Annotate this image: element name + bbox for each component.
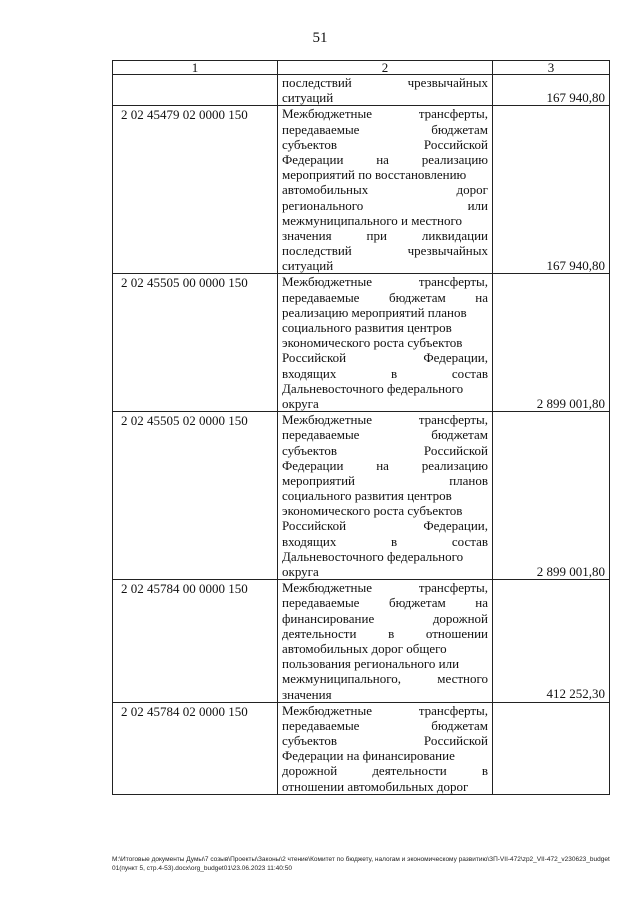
- description-word: реализацию мероприятий планов: [282, 304, 467, 320]
- description-line: [282, 182, 488, 197]
- description-word: входящих: [282, 533, 337, 549]
- description-line: [282, 656, 488, 671]
- description-line: [282, 718, 488, 733]
- description-word: округа: [282, 564, 319, 579]
- description-word: Российской: [423, 136, 488, 152]
- description-word: значения: [282, 227, 332, 243]
- amount-cell: 167 940,80: [493, 106, 610, 274]
- description-word: Российской: [282, 518, 347, 534]
- description-word: бюджетам: [431, 427, 488, 443]
- description-line: [282, 167, 488, 182]
- description-word: в: [481, 763, 488, 779]
- description-word: Дальневосточного федерального: [282, 548, 464, 564]
- page-number: 51: [312, 30, 328, 46]
- description-word: состав: [451, 533, 488, 549]
- description-word: мероприятий по восстановлению: [282, 167, 467, 183]
- description-line: [282, 320, 488, 335]
- description-word: последствий: [282, 75, 352, 90]
- description-word: субъектов: [282, 733, 338, 749]
- amount-cell: 412 252,30: [493, 580, 610, 703]
- description-word: экономического роста субъектов: [282, 335, 463, 351]
- description-word: на: [475, 595, 488, 611]
- description-line: [282, 274, 488, 289]
- budget-table: [112, 60, 610, 795]
- description-word: пользования регионального или: [282, 656, 460, 672]
- description-word: состав: [451, 365, 488, 381]
- description-line: [282, 564, 488, 579]
- description-word: бюджетам: [431, 717, 488, 733]
- description-word: дорожной: [432, 610, 488, 626]
- description-line: [282, 412, 488, 427]
- description-word: трансферты,: [418, 274, 488, 290]
- description-word: Межбюджетные: [282, 274, 372, 290]
- description-word: социального развития центров: [282, 320, 452, 335]
- amount-cell: 167 940,80: [493, 75, 610, 106]
- table-row: [113, 274, 610, 412]
- description-line: [282, 152, 488, 167]
- description-word: дорог: [456, 182, 488, 198]
- description-line: [282, 595, 488, 610]
- description-cell: [278, 274, 493, 412]
- description-word: субъектов: [282, 442, 338, 458]
- description-line: [282, 396, 488, 411]
- description-word: Дальневосточного федерального: [282, 380, 464, 396]
- description-word: трансферты,: [418, 580, 488, 596]
- description-line: [282, 213, 488, 228]
- description-line: [282, 626, 488, 641]
- description-word: финансирование: [282, 610, 375, 626]
- description-word: Федерации,: [423, 350, 488, 366]
- description-line: [282, 198, 488, 213]
- description-cell: [278, 106, 493, 274]
- description-word: мероприятий: [282, 472, 355, 488]
- description-line: [282, 243, 488, 258]
- description-word: бюджетам: [431, 121, 488, 137]
- description-line: [282, 458, 488, 473]
- description-line: [282, 366, 488, 381]
- header-col-2: 2: [278, 61, 493, 75]
- description-line: [282, 258, 488, 273]
- description-line: [282, 763, 488, 778]
- amount-cell: 2 899 001,80: [493, 412, 610, 580]
- description-line: [282, 473, 488, 488]
- description-word: передаваемые: [282, 427, 360, 443]
- description-word: местного: [437, 671, 488, 687]
- description-word: в: [388, 625, 395, 641]
- description-line: [282, 671, 488, 686]
- description-line: [282, 381, 488, 396]
- description-cell: [278, 702, 493, 794]
- description-word: ситуаций: [282, 258, 334, 274]
- description-word: ситуаций: [282, 90, 334, 106]
- budget-code: 2 02 45505 02 0000 150: [113, 412, 278, 580]
- description-word: реализацию: [421, 151, 488, 167]
- table-row: [113, 412, 610, 580]
- description-word: межмуниципального,: [282, 671, 402, 687]
- description-word: Межбюджетные: [282, 106, 372, 122]
- description-word: бюджетам: [389, 289, 446, 305]
- description-word: автомобильных дорог общего: [282, 640, 447, 656]
- description-word: планов: [449, 472, 488, 488]
- description-cell: [278, 580, 493, 703]
- description-word: на: [376, 151, 389, 167]
- description-line: [282, 779, 488, 794]
- description-word: регионального: [282, 197, 364, 213]
- table-row: [113, 106, 610, 274]
- description-line: [282, 75, 488, 90]
- description-word: Российской: [423, 442, 488, 458]
- description-line: [282, 518, 488, 533]
- description-word: Федерации,: [423, 518, 488, 534]
- budget-code: 2 02 45505 00 0000 150: [113, 274, 278, 412]
- header-col-1: 1: [113, 61, 278, 75]
- description-word: на: [475, 289, 488, 305]
- description-line: [282, 549, 488, 564]
- description-line: [282, 488, 488, 503]
- description-word: ликвидации: [421, 227, 488, 243]
- description-word: на: [376, 457, 389, 473]
- description-line: [282, 290, 488, 305]
- budget-code: 2 02 45784 02 0000 150: [113, 702, 278, 794]
- description-word: деятельности: [282, 625, 357, 641]
- description-word: передаваемые: [282, 595, 360, 611]
- header-row: [113, 61, 610, 75]
- amount-cell: [493, 702, 610, 794]
- budget-code: 2 02 45479 02 0000 150: [113, 106, 278, 274]
- description-word: последствий: [282, 243, 352, 259]
- amount-cell: 2 899 001,80: [493, 274, 610, 412]
- description-word: входящих: [282, 365, 337, 381]
- description-line: [282, 611, 488, 626]
- description-line: [282, 443, 488, 458]
- description-word: чрезвычайных: [407, 75, 488, 90]
- description-word: в: [391, 365, 398, 381]
- description-line: [282, 106, 488, 121]
- description-word: чрезвычайных: [407, 243, 488, 259]
- description-word: передаваемые: [282, 289, 360, 305]
- description-word: передаваемые: [282, 717, 360, 733]
- description-word: или: [467, 197, 488, 213]
- footer-file-path: М:\Итоговые документы Думы\7 созыв\Проекты\Законы\2 чтение\Комитет по бюджету, налогам и экономическому развитию\ЗП-VII-472\zp2_VII-472_v230623_budget01(пункт 5, стр.4-53).docx\org_budget01\23.06.2023 11:40:50: [112, 856, 610, 872]
- description-word: межмуниципального и местного: [282, 212, 462, 228]
- description-word: экономического роста субъектов: [282, 503, 463, 519]
- description-word: значения: [282, 686, 332, 702]
- budget-code: 2 02 45784 00 0000 150: [113, 580, 278, 703]
- description-word: деятельности: [372, 763, 447, 779]
- description-line: [282, 350, 488, 365]
- description-line: [282, 733, 488, 748]
- description-line: [282, 580, 488, 595]
- description-line: [282, 748, 488, 763]
- description-word: Федерации на финансирование: [282, 748, 455, 764]
- description-line: [282, 687, 488, 702]
- table-row: [113, 702, 610, 794]
- description-word: Российской: [423, 733, 488, 749]
- description-word: в: [391, 533, 398, 549]
- budget-code: [113, 75, 278, 106]
- description-word: субъектов: [282, 136, 338, 152]
- description-word: Российской: [282, 350, 347, 366]
- description-word: дорожной: [282, 763, 338, 779]
- header-col-3: 3: [493, 61, 610, 75]
- description-word: Межбюджетные: [282, 412, 372, 428]
- description-word: трансферты,: [418, 106, 488, 122]
- description-word: Межбюджетные: [282, 702, 372, 718]
- description-word: округа: [282, 395, 319, 411]
- description-word: передаваемые: [282, 121, 360, 137]
- description-word: автомобильных: [282, 182, 369, 198]
- description-word: реализацию: [421, 457, 488, 473]
- description-line: [282, 534, 488, 549]
- description-word: трансферты,: [418, 702, 488, 718]
- table-row: [113, 75, 610, 106]
- description-cell: [278, 412, 493, 580]
- description-word: отношении: [425, 625, 488, 641]
- description-word: бюджетам: [389, 595, 446, 611]
- description-line: [282, 641, 488, 656]
- description-line: [282, 122, 488, 137]
- description-line: [282, 137, 488, 152]
- description-word: трансферты,: [418, 412, 488, 428]
- table-row: [113, 580, 610, 703]
- description-word: при: [366, 227, 387, 243]
- description-word: Федерации: [282, 457, 344, 473]
- description-line: [282, 228, 488, 243]
- description-line: [282, 90, 488, 105]
- description-word: социального развития центров: [282, 488, 452, 504]
- description-line: [282, 703, 488, 718]
- description-word: Федерации: [282, 151, 344, 167]
- description-cell: [278, 75, 493, 106]
- description-line: [282, 503, 488, 518]
- description-word: отношении автомобильных дорог: [282, 778, 469, 794]
- description-line: [282, 335, 488, 350]
- description-word: Межбюджетные: [282, 580, 372, 596]
- description-line: [282, 305, 488, 320]
- description-line: [282, 427, 488, 442]
